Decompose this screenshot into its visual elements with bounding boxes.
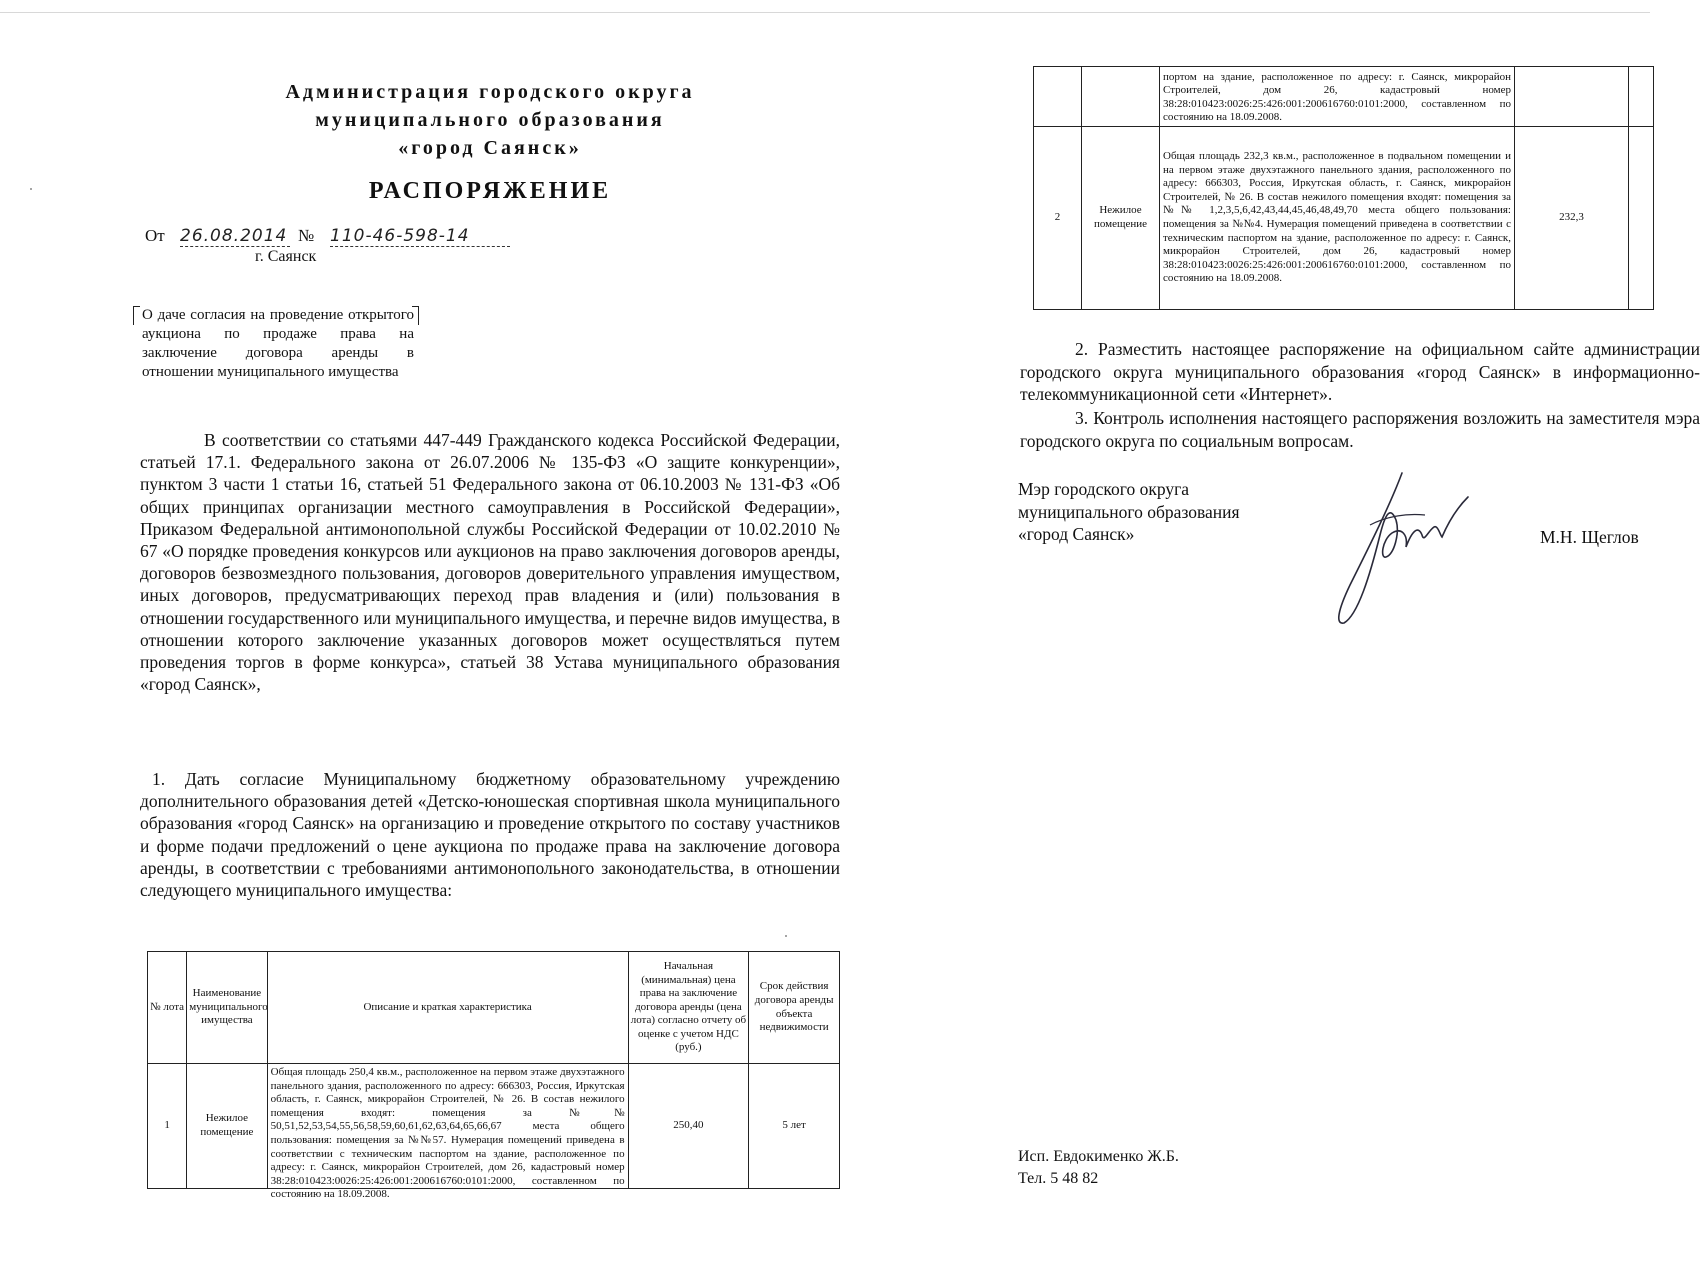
description-cell: [267, 1064, 628, 1201]
property-name-cell: [1082, 67, 1160, 127]
organization-header: [160, 78, 820, 162]
signatory-title: [1018, 478, 1318, 546]
handwritten-signature: [1330, 465, 1490, 635]
scan-edge-line: [0, 12, 1650, 13]
price-cell: [1515, 67, 1629, 127]
document-number: 110-46-598-14: [330, 226, 510, 247]
header-description: Описание и краткая характеристика: [267, 952, 628, 1064]
preamble-paragraph: В соответствии со статьями 447-449 Гражданского кодекса Российской Федерации, статьей 17.1. Федерального закона от 26.07.2006 № 135-ФЗ «О защите конкуренции», пунктом 3 части 1 статьи 16, статьей 51 Федерального закона от 06.10.2003 № 131-ФЗ «Об общих принципах организации местного самоуправления в Российской Федерации», Приказом Федеральной антимонопольной службы Российской Федерации от 10.02.2010 № 67 «О порядке проведения конкурсов или аукционов на право заключения договоров аренды, договоров безвозмездного пользования, договоров доверительного управления имуществом, иных договоров, предусматривающих переход прав владения и (или) пользования в отношении государственного или муниципального имущества, и перечне видов имущества, в отношении которого заключение указанных договоров может осуществляться путем проведения торгов в форме конкурса», статьей 38 Устава муниципального образования «город Саянск»,: [140, 430, 840, 695]
document-subject: О даче согласия на проведение открытого аукциона по продаже права на заключение договора аренды в отношении муниципального имущества: [142, 307, 414, 380]
item-1-paragraph: 1. Дать согласие Муниципальному бюджетному образовательному учреждению дополнительного образования детей «Детско-юношеская спортивная школа муниципального образования «город Саянск» на организацию и проведение открытого по составу участников и форме подачи предложений о цене аукциона по продаже права на заключение договора аренды, в соответствии с требованиями антимонопольного законодательства, в отношении следующего муниципального имущества:: [140, 769, 840, 901]
executor-info: [1018, 1146, 1179, 1190]
property-name-cell: Нежилое помещение: [1082, 127, 1160, 310]
table-row: [148, 1064, 840, 1189]
signatory-line-3: «город Саянск»: [1018, 524, 1135, 544]
document-date: 26.08.2014: [180, 226, 290, 247]
price-cell: 250,40: [628, 1064, 749, 1189]
lots-table-continuation: [1033, 66, 1654, 310]
lot-number-cell: [1034, 67, 1082, 127]
org-line-1: Администрация городского округа: [285, 81, 695, 103]
term-cell: [1629, 67, 1654, 127]
number-sign: №: [298, 226, 315, 245]
date-label: От: [145, 226, 165, 245]
lot-number-cell: 1: [148, 1064, 187, 1189]
description-cell: Общая площадь 232,3 кв.м., расположенное в подвальном помещении и на первом этаже двухэтажного панельного здания, расположенного по адресу: 666303, Россия, Иркутская область, г. Саянск, микрорайон Строителей, № 26. В состав нежилого помещения входят: помещения за №№ 1,2,3,5,6,42,43,44,45,46,48,49,70 места общего пользования: помещения за №№4. Нумерация помещений приведена в соответствии с техническим паспортом на здание, расположенное по адресу: г. Саянск, микрорайон Строителей, дом 26, кадастровый номер 38:28:010423:0026:25:426:001:200616760:0101:2000, составленном по состоянию на 18.09.2008.: [1160, 127, 1515, 310]
scan-speck: [785, 935, 787, 937]
header-property-name: Наименование муниципального имущества: [187, 952, 267, 1064]
document-city: г. Саянск: [255, 248, 317, 265]
scan-speck: [30, 188, 32, 190]
header-start-price: Начальная (минимальная) цена права на заключение договора аренды (цена лота) согласно отчету об оценке с учетом НДС (руб.): [628, 952, 749, 1064]
org-line-2: муниципального образования: [315, 109, 665, 131]
signatory-line-1: Мэр городского округа: [1018, 479, 1190, 499]
term-cell: 5 лет: [749, 1064, 840, 1189]
description-text: портом на здание, расположенное по адресу: г. Саянск, микрорайон Строителей, дом 26, кадастровый номер 38:28:010423:0026:25:426:001:200616760:0101:2000, составленном по состоянию на 18.09.2008.: [1163, 70, 1511, 124]
subject-bracket-left: [133, 306, 140, 325]
lot-number-cell: 2: [1034, 127, 1082, 310]
term-cell: [1629, 127, 1654, 310]
table-header-row: [148, 952, 840, 1064]
header-lot-number: № лота: [148, 952, 187, 1064]
signatory-line-2: муниципального образования: [1018, 501, 1240, 522]
table-row: [1034, 67, 1654, 127]
executor-name: Исп. Евдокименко Ж.Б.: [1018, 1148, 1179, 1165]
property-name-cell: Нежилое помещение: [187, 1064, 267, 1189]
description-text: Общая площадь 250,4 кв.м., расположенное на первом этаже двухэтажного панельного здания, расположенного по адресу: 666303, Россия, Иркутская область, г. Саянск, микрорайон Строителей, № 26. В состав нежилого помещения входят: помещения за №№ 50,51,52,53,54,55,56,58,59,60,61,62,63,64,65,66,67 места общего пользования: помещения за №№57. Нумерация помещений приведена в соответствии с техническим паспортом на здание, расположенное по адресу: г. Саянск, микрорайон Строителей, дом 26, кадастровый номер 38:28:010423:0026:25:426:001:200616760:0101:2000, составленном по состоянию на 18.09.2008.: [270, 1066, 625, 1201]
lots-table: [147, 951, 840, 1201]
org-line-3: «город Саянск»: [398, 137, 582, 159]
header-lease-term: Срок действия договора аренды объекта недвижимости: [749, 952, 840, 1064]
table-row: [1034, 127, 1654, 310]
signatory-name: М.Н. Щеглов: [1540, 527, 1639, 547]
price-cell: 232,3: [1515, 127, 1629, 310]
executor-phone: Тел. 5 48 82: [1018, 1170, 1099, 1187]
document-type-title: РАСПОРЯЖЕНИЕ: [368, 178, 612, 204]
item-2-paragraph: 2. Разместить настоящее распоряжение на официальном сайте администрации городского округа муниципального образования «город Саянск» в информационно-телекоммуникационной сети «Интернет».: [1020, 339, 1700, 404]
item-3-paragraph: 3. Контроль исполнения настоящего распоряжения возложить на заместителя мэра городского округа по социальным вопросам.: [1020, 408, 1700, 451]
description-cell: [1160, 67, 1515, 127]
